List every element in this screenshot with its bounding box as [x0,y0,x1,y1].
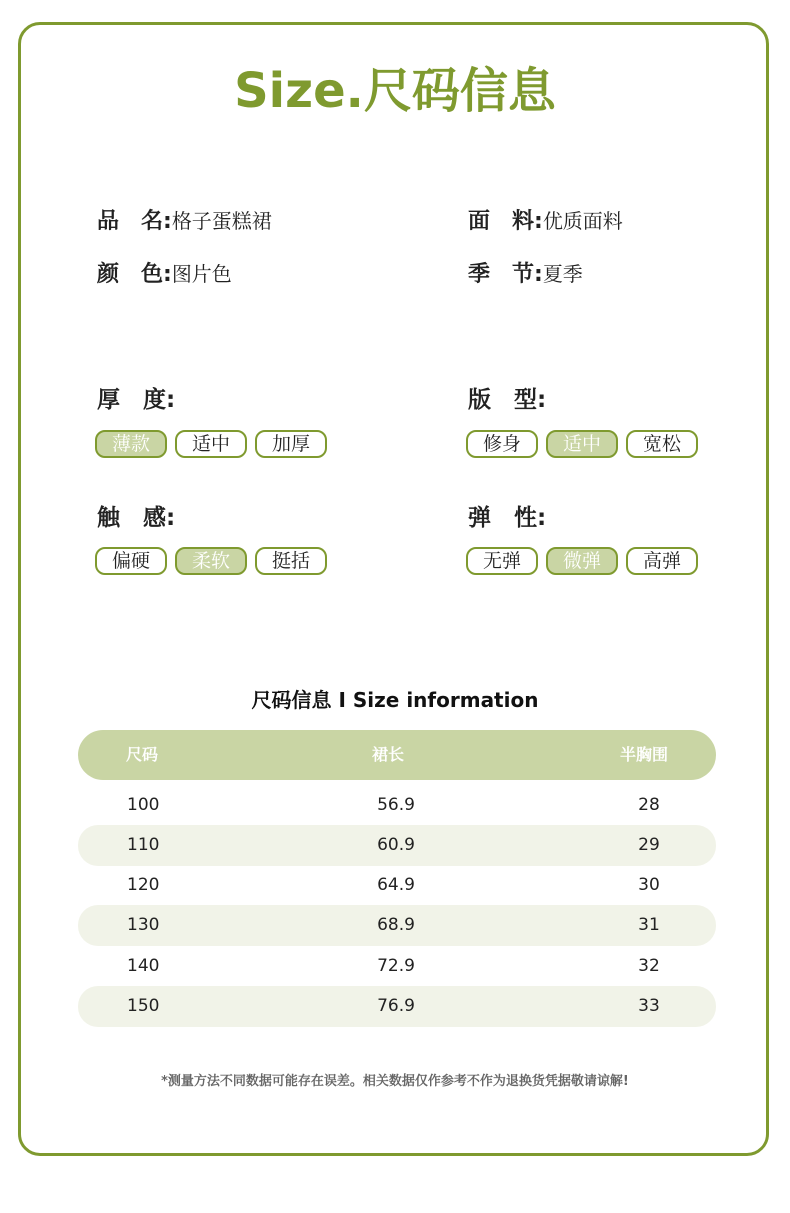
thickness-options [95,430,327,458]
header-skirt-length: 裙长 [372,745,405,764]
cell-size: 130 [127,915,160,935]
table-row [78,785,716,826]
cell-skirt-length: 72.9 [377,956,415,976]
product-season-label: 季 节: [468,262,543,287]
product-name-value: 格子蛋糕裙 [171,209,272,233]
thickness-option: 薄款 [95,430,167,458]
elasticity-option: 无弹 [466,547,538,575]
fit-option: 宽松 [626,430,698,458]
product-name-label: 品 名: [97,209,172,234]
fit-options [466,430,698,458]
cell-size: 120 [127,875,160,895]
table-row [78,865,716,906]
cell-skirt-length: 60.9 [377,835,415,855]
thickness-option: 适中 [175,430,247,458]
cell-skirt-length: 56.9 [377,795,415,815]
cell-skirt-length: 68.9 [377,915,415,935]
cell-size: 150 [127,996,160,1016]
table-row [78,825,716,866]
touch-label: 触 感: [97,505,176,531]
cell-size: 100 [127,795,160,815]
table-row [78,905,716,946]
cell-skirt-length: 64.9 [377,875,415,895]
touch-options [95,547,327,575]
thickness-label: 厚 度: [97,387,176,413]
touch-option: 挺括 [255,547,327,575]
product-color-value: 图片色 [171,262,232,286]
elasticity-option: 高弹 [626,547,698,575]
size-table-title: 尺码信息 I Size information [251,688,539,712]
cell-half-chest: 31 [638,915,660,935]
product-season [468,259,583,290]
product-color-label: 颜 色: [97,262,172,287]
product-name [97,206,272,237]
cell-half-chest: 33 [638,996,660,1016]
table-row [78,986,716,1027]
product-fabric [468,206,623,237]
fit-option: 适中 [546,430,618,458]
cell-half-chest: 29 [638,835,660,855]
fit-option: 修身 [466,430,538,458]
cell-skirt-length: 76.9 [377,996,415,1016]
header-half-chest: 半胸围 [620,745,669,764]
product-fabric-value: 优质面料 [542,209,623,233]
disclaimer-note: *测量方法不同数据可能存在误差。相关数据仅作参考不作为退换货凭据敬请谅解! [161,1074,629,1089]
touch-option: 柔软 [175,547,247,575]
cell-size: 110 [127,835,160,855]
product-color [97,259,232,290]
product-season-value: 夏季 [542,262,583,286]
thickness-option: 加厚 [255,430,327,458]
elasticity-option: 微弹 [546,547,618,575]
table-row [78,946,716,987]
cell-size: 140 [127,956,160,976]
product-fabric-label: 面 料: [468,209,543,234]
cell-half-chest: 30 [638,875,660,895]
elasticity-label: 弹 性: [468,505,547,531]
fit-label: 版 型: [468,387,547,413]
size-table-header [78,730,716,780]
header-size: 尺码 [126,745,159,764]
elasticity-options [466,547,698,575]
cell-half-chest: 32 [638,956,660,976]
cell-half-chest: 28 [638,795,660,815]
page-title: Size.尺码信息 [234,63,556,119]
touch-option: 偏硬 [95,547,167,575]
